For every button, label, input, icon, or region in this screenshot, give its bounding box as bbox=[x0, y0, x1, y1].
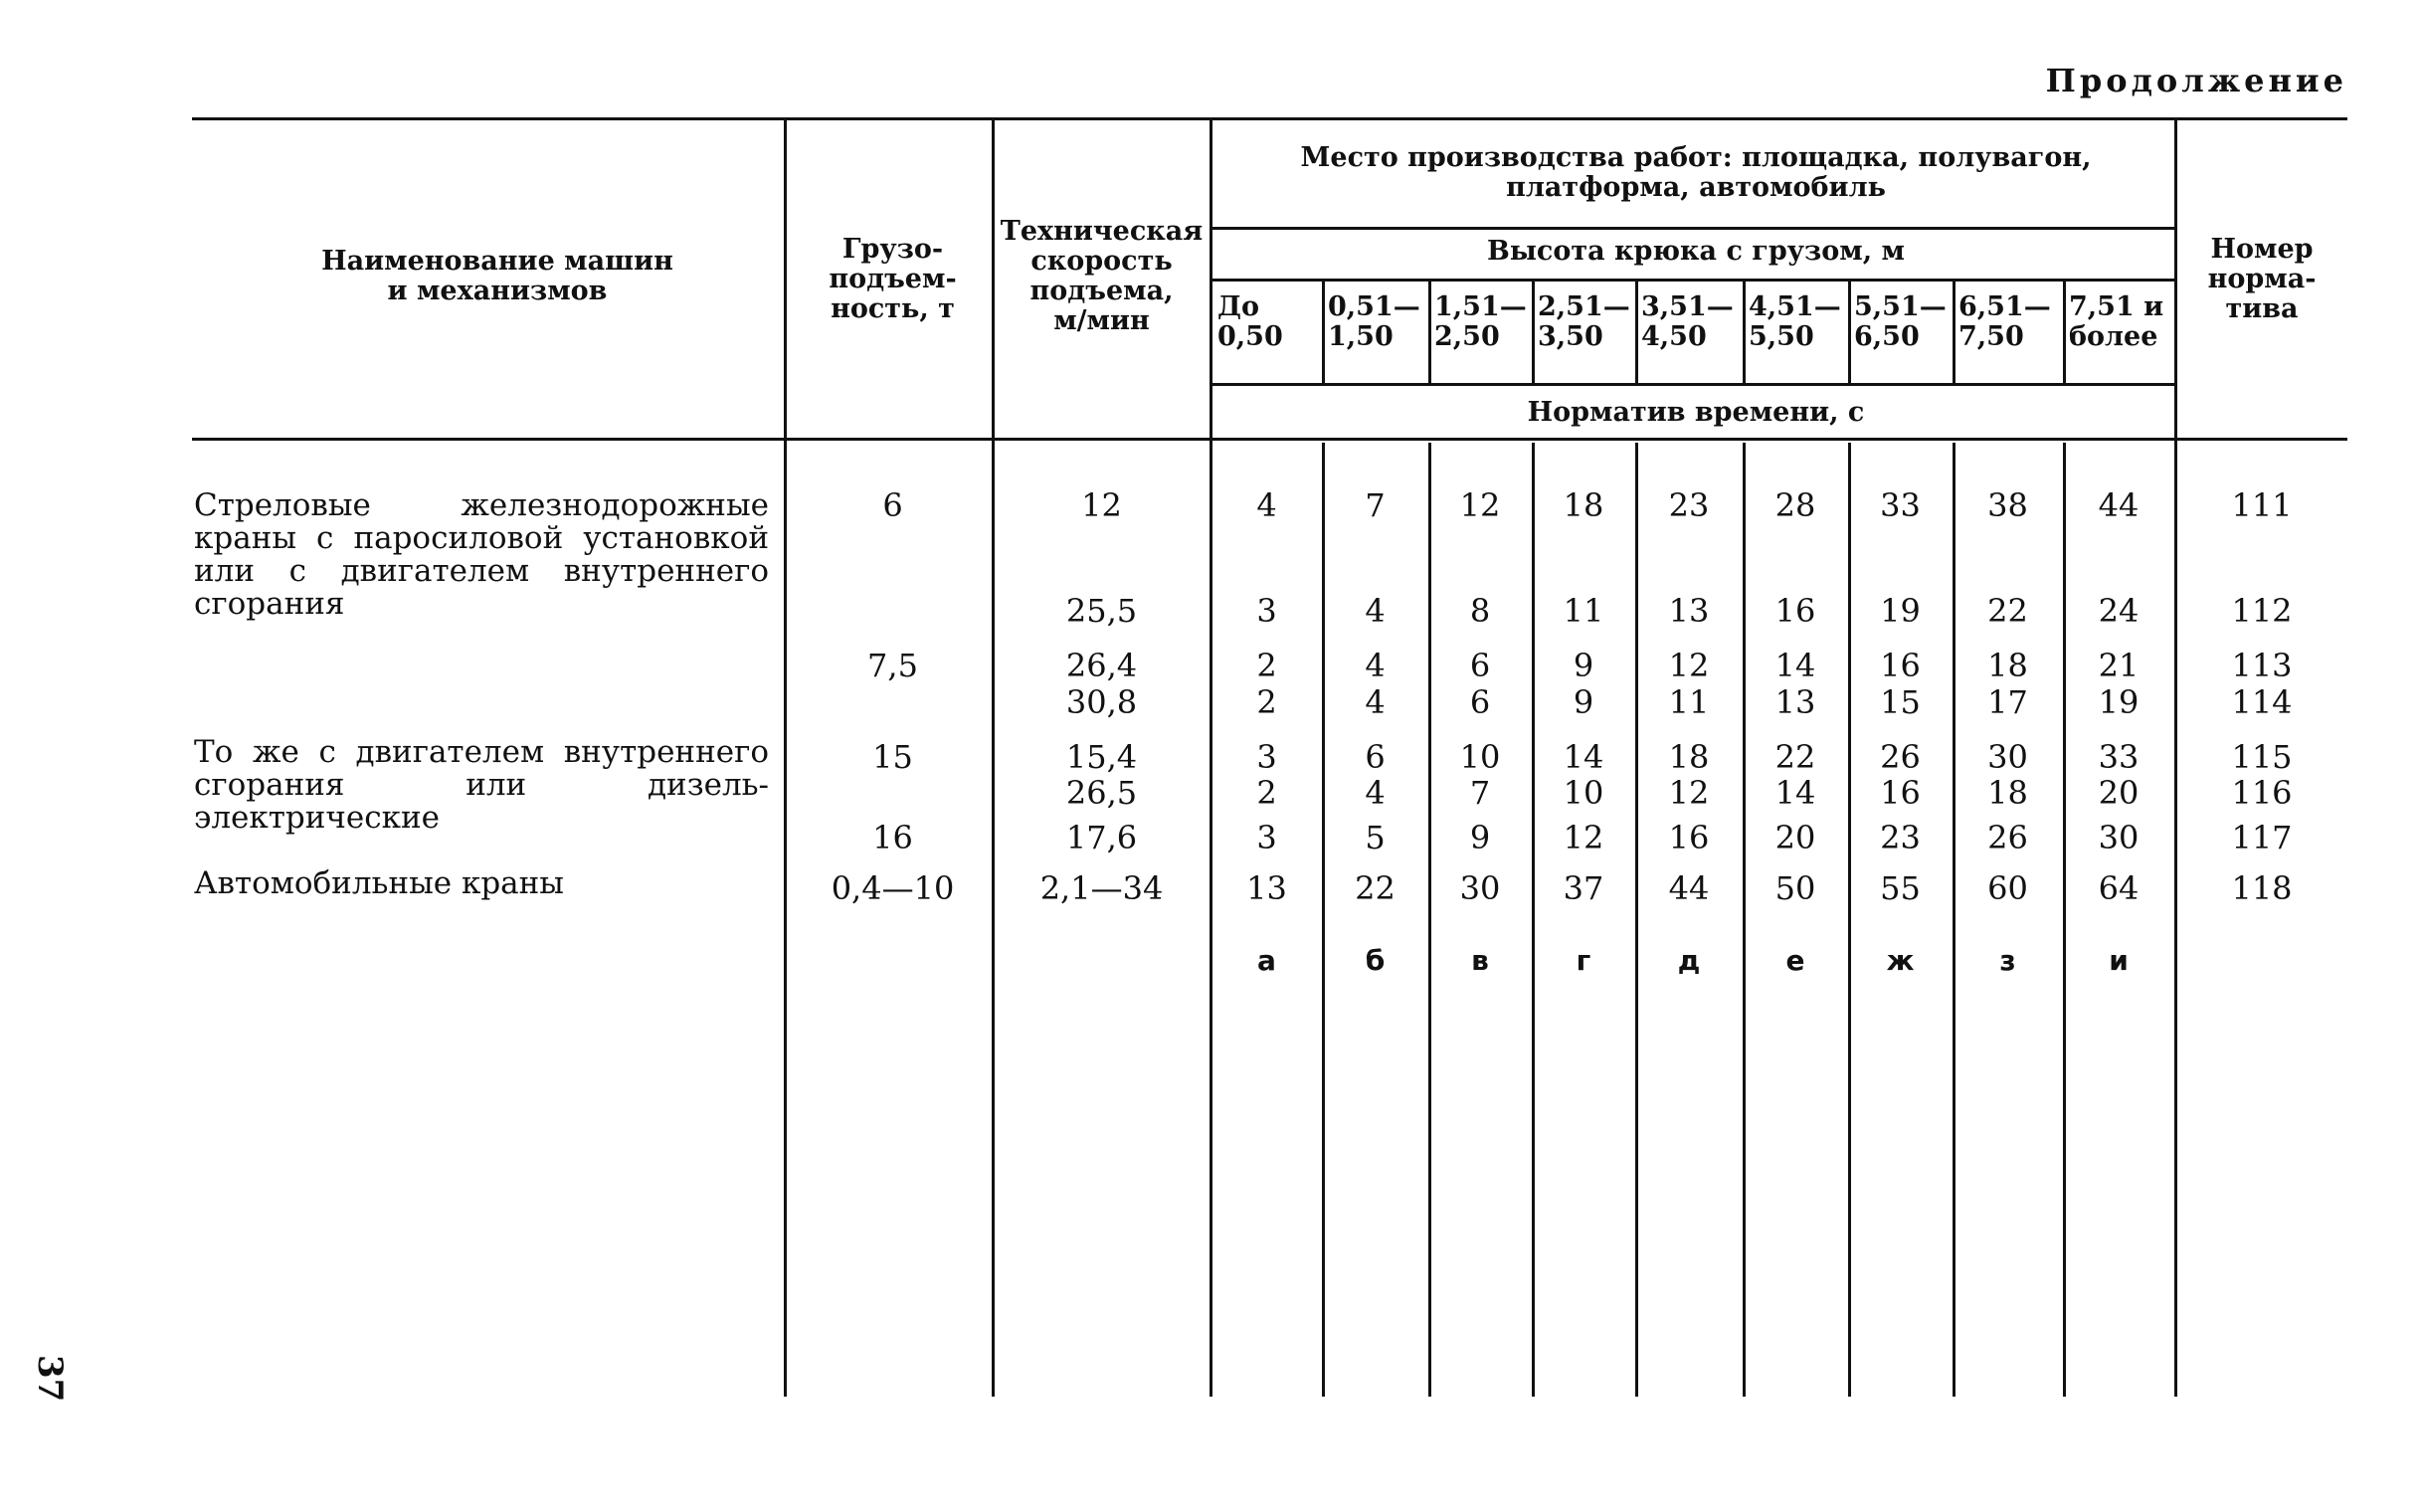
row-2-value-8: 21 bbox=[2098, 647, 2140, 684]
row-5-value-8: 20 bbox=[2098, 774, 2140, 812]
header-height-8: 7,51 и более bbox=[2069, 291, 2164, 352]
height-rule bbox=[1211, 279, 2177, 282]
header-height-2: 1,51— 2,50 bbox=[1434, 291, 1527, 352]
machine-name-0: Стреловые железнодорожные краны с паросиловой установкой или с двигателем внутреннего сгорания bbox=[194, 487, 769, 622]
row-5-value-5: 14 bbox=[1774, 774, 1816, 812]
row-3-norm: 114 bbox=[2231, 683, 2293, 721]
row-1-value-3: 11 bbox=[1563, 592, 1604, 630]
row-0-value-1: 7 bbox=[1365, 486, 1386, 524]
row-4-capacity: 15 bbox=[872, 738, 913, 776]
row-4-value-8: 33 bbox=[2098, 738, 2140, 776]
column-letter-8: и bbox=[2109, 944, 2129, 977]
row-0-value-2: 12 bbox=[1459, 486, 1501, 524]
row-3-value-8: 19 bbox=[2098, 683, 2140, 721]
row-3-value-4: 11 bbox=[1668, 683, 1710, 721]
row-3-value-5: 13 bbox=[1774, 683, 1816, 721]
row-1-value-4: 13 bbox=[1668, 592, 1710, 630]
row-7-value-8: 64 bbox=[2098, 869, 2140, 907]
col-line-height-1 bbox=[1322, 279, 1325, 386]
row-7-norm: 118 bbox=[2231, 869, 2293, 907]
header-capacity-column: Грузо- подъем- ность, т bbox=[829, 234, 957, 324]
header-bottom-rule bbox=[192, 438, 2347, 441]
row-4-value-0: 3 bbox=[1256, 738, 1277, 776]
row-4-value-2: 10 bbox=[1459, 738, 1501, 776]
col-line-speed bbox=[1210, 117, 1212, 1397]
header-height-0: До 0,50 bbox=[1217, 291, 1283, 352]
row-2-value-2: 6 bbox=[1469, 647, 1491, 684]
row-4-norm: 115 bbox=[2231, 738, 2293, 776]
col-line-height-6 bbox=[1848, 279, 1851, 386]
row-1-value-7: 22 bbox=[1987, 592, 2028, 630]
row-6-speed: 17,6 bbox=[1065, 819, 1138, 856]
row-1-value-8: 24 bbox=[2098, 592, 2140, 630]
row-1-value-2: 8 bbox=[1469, 592, 1491, 630]
row-4-value-1: 6 bbox=[1365, 738, 1386, 776]
row-6-value-1: 5 bbox=[1365, 819, 1386, 856]
header-height-3: 2,51— 3,50 bbox=[1538, 291, 1630, 352]
col-line-height-8 bbox=[2063, 279, 2066, 386]
top-rule bbox=[192, 117, 2347, 120]
machine-name-2: Автомобильные краны bbox=[194, 865, 564, 901]
col-line-height-2 bbox=[1428, 279, 1431, 386]
header-norm-number-column: Номер норма- тива bbox=[2207, 234, 2317, 324]
column-letter-4: д bbox=[1677, 944, 1701, 977]
header-height-4: 3,51— 4,50 bbox=[1641, 291, 1734, 352]
row-7-value-2: 30 bbox=[1459, 869, 1501, 907]
col-line-height-4 bbox=[1635, 279, 1638, 386]
row-5-value-3: 10 bbox=[1563, 774, 1604, 812]
header-speed-column: Техническая скорость подъема, м/мин bbox=[1000, 216, 1204, 336]
column-letter-0: а bbox=[1257, 944, 1276, 977]
row-3-speed: 30,8 bbox=[1065, 683, 1138, 721]
header-height-7: 6,51— 7,50 bbox=[1958, 291, 2051, 352]
row-0-value-3: 18 bbox=[1563, 486, 1604, 524]
row-2-value-7: 18 bbox=[1987, 647, 2028, 684]
row-3-value-3: 9 bbox=[1573, 683, 1594, 721]
column-letter-5: е bbox=[1785, 944, 1805, 977]
row-5-value-7: 18 bbox=[1987, 774, 2028, 812]
row-6-value-7: 26 bbox=[1987, 819, 2028, 856]
page-number: 37 bbox=[30, 1355, 70, 1403]
row-0-norm: 111 bbox=[2231, 486, 2293, 524]
row-3-value-7: 17 bbox=[1987, 683, 2028, 721]
row-0-value-7: 38 bbox=[1987, 486, 2028, 524]
row-7-value-4: 44 bbox=[1668, 869, 1710, 907]
col-line-height-3 bbox=[1532, 279, 1535, 386]
row-6-capacity: 16 bbox=[872, 819, 913, 856]
col-line-name bbox=[784, 117, 787, 1397]
row-6-value-2: 9 bbox=[1469, 819, 1491, 856]
row-0-value-5: 28 bbox=[1774, 486, 1816, 524]
row-2-value-6: 16 bbox=[1880, 647, 1921, 684]
header-height-5: 4,51— 5,50 bbox=[1749, 291, 1841, 352]
row-2-value-3: 9 bbox=[1573, 647, 1594, 684]
row-3-value-2: 6 bbox=[1469, 683, 1491, 721]
header-time-norm: Норматив времени, с bbox=[1527, 397, 1865, 428]
row-1-speed: 25,5 bbox=[1065, 592, 1138, 630]
row-0-value-0: 4 bbox=[1256, 486, 1277, 524]
row-0-value-4: 23 bbox=[1668, 486, 1710, 524]
row-1-norm: 112 bbox=[2231, 592, 2293, 630]
header-height-6: 5,51— 6,50 bbox=[1854, 291, 1947, 352]
row-4-value-6: 26 bbox=[1880, 738, 1921, 776]
row-2-capacity: 7,5 bbox=[867, 647, 918, 684]
col-line-body-5 bbox=[1743, 443, 1746, 1397]
row-1-value-1: 4 bbox=[1365, 592, 1386, 630]
row-4-value-5: 22 bbox=[1774, 738, 1816, 776]
col-line-body-3 bbox=[1532, 443, 1535, 1397]
row-7-capacity: 0,4—10 bbox=[831, 869, 955, 907]
row-2-norm: 113 bbox=[2231, 647, 2293, 684]
col-line-body-2 bbox=[1428, 443, 1431, 1397]
row-1-value-0: 3 bbox=[1256, 592, 1277, 630]
row-2-value-1: 4 bbox=[1365, 647, 1386, 684]
row-4-value-7: 30 bbox=[1987, 738, 2028, 776]
header-workplace: Место производства работ: площадка, полувагон, платформа, автомобиль bbox=[1300, 142, 2092, 203]
workplace-rule bbox=[1211, 227, 2177, 230]
col-line-norm bbox=[2174, 117, 2177, 1397]
row-6-value-5: 20 bbox=[1774, 819, 1816, 856]
row-0-speed: 12 bbox=[1081, 486, 1122, 524]
row-2-value-0: 2 bbox=[1256, 647, 1277, 684]
col-line-body-8 bbox=[2063, 443, 2066, 1397]
row-0-capacity: 6 bbox=[882, 486, 903, 524]
row-3-value-1: 4 bbox=[1365, 683, 1386, 721]
row-2-value-4: 12 bbox=[1668, 647, 1710, 684]
header-name-column: Наименование машин и механизмов bbox=[321, 246, 673, 306]
machine-name-1: То же с двигателем внутреннего сгорания или дизель-электрические bbox=[194, 734, 769, 836]
header-hook-height: Высота крюка с грузом, м bbox=[1487, 236, 1905, 267]
row-5-value-1: 4 bbox=[1365, 774, 1386, 812]
row-6-value-6: 23 bbox=[1880, 819, 1921, 856]
column-letter-6: ж bbox=[1886, 944, 1915, 977]
row-4-value-4: 18 bbox=[1668, 738, 1710, 776]
row-0-value-8: 44 bbox=[2098, 486, 2140, 524]
col-line-height-7 bbox=[1953, 279, 1955, 386]
column-letter-2: в bbox=[1471, 944, 1489, 977]
row-7-value-0: 13 bbox=[1246, 869, 1287, 907]
row-3-value-0: 2 bbox=[1256, 683, 1277, 721]
row-7-value-3: 37 bbox=[1563, 869, 1604, 907]
row-6-value-0: 3 bbox=[1256, 819, 1277, 856]
row-5-value-2: 7 bbox=[1469, 774, 1491, 812]
row-6-value-4: 16 bbox=[1668, 819, 1710, 856]
row-7-value-1: 22 bbox=[1355, 869, 1396, 907]
column-letter-3: г bbox=[1576, 944, 1591, 977]
row-4-speed: 15,4 bbox=[1065, 738, 1138, 776]
row-5-value-4: 12 bbox=[1668, 774, 1710, 812]
column-letter-7: з bbox=[1999, 944, 2016, 977]
col-line-body-6 bbox=[1848, 443, 1851, 1397]
row-2-speed: 26,4 bbox=[1065, 647, 1138, 684]
row-1-value-6: 19 bbox=[1880, 592, 1921, 630]
continuation-label: Продолжение bbox=[2045, 62, 2347, 99]
row-1-value-5: 16 bbox=[1774, 592, 1816, 630]
col-line-body-7 bbox=[1953, 443, 1955, 1397]
row-7-value-7: 60 bbox=[1987, 869, 2028, 907]
row-4-value-3: 14 bbox=[1563, 738, 1604, 776]
row-7-speed: 2,1—34 bbox=[1039, 869, 1164, 907]
col-line-body-1 bbox=[1322, 443, 1325, 1397]
row-6-norm: 117 bbox=[2231, 819, 2293, 856]
row-6-value-3: 12 bbox=[1563, 819, 1604, 856]
header-height-1: 0,51— 1,50 bbox=[1328, 291, 1420, 352]
col-line-body-4 bbox=[1635, 443, 1638, 1397]
row-7-value-6: 55 bbox=[1880, 869, 1921, 907]
heights-bottom-rule bbox=[1211, 383, 2177, 386]
row-3-value-6: 15 bbox=[1880, 683, 1921, 721]
col-line-height-5 bbox=[1743, 279, 1746, 386]
column-letter-1: б bbox=[1365, 944, 1386, 977]
row-2-value-5: 14 bbox=[1774, 647, 1816, 684]
row-5-value-6: 16 bbox=[1880, 774, 1921, 812]
row-6-value-8: 30 bbox=[2098, 819, 2140, 856]
row-5-speed: 26,5 bbox=[1065, 774, 1138, 812]
row-7-value-5: 50 bbox=[1774, 869, 1816, 907]
row-5-value-0: 2 bbox=[1256, 774, 1277, 812]
row-0-value-6: 33 bbox=[1880, 486, 1921, 524]
row-5-norm: 116 bbox=[2231, 774, 2293, 812]
